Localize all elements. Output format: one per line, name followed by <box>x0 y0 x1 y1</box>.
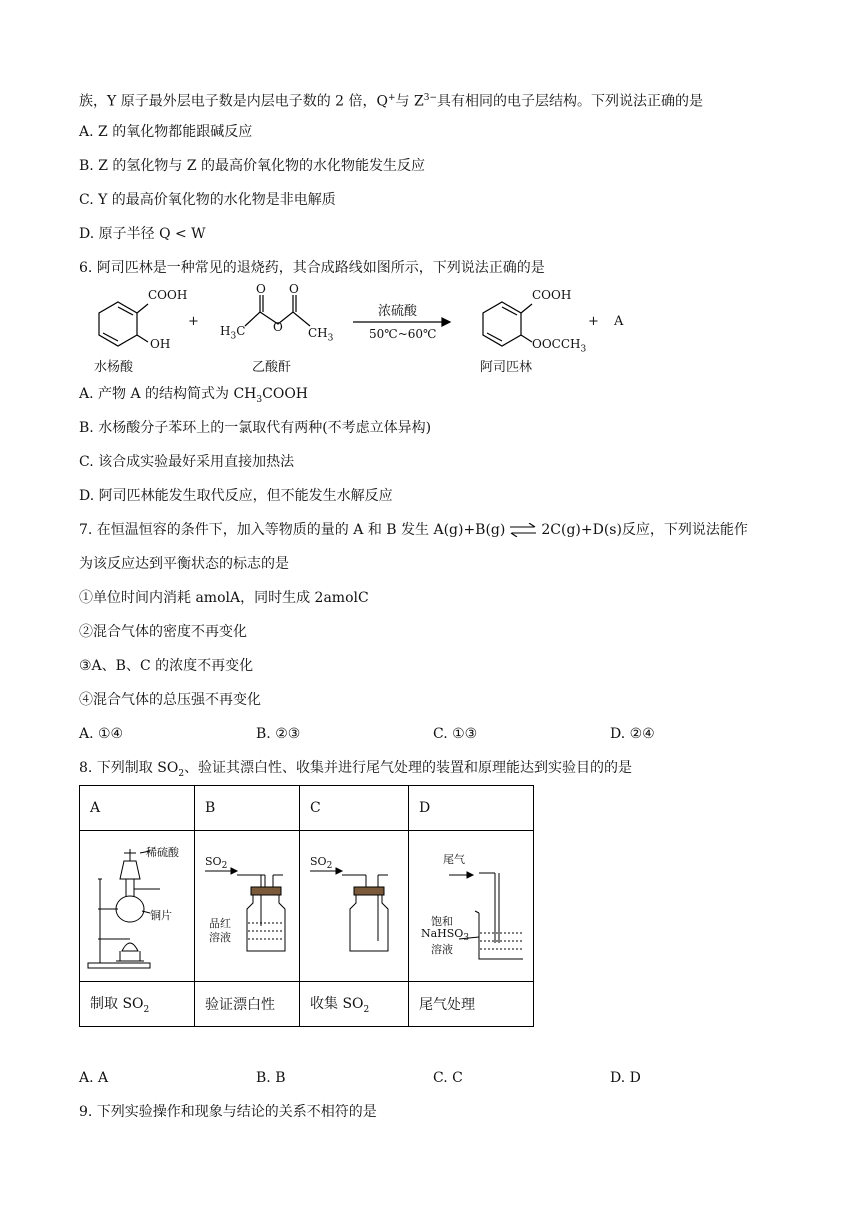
aspirin-ester: $OOCCH_3$ <box>532 337 587 355</box>
apparatus-a-cell <box>80 831 195 982</box>
q6-option-a: A. 产物 A 的结构简式为 $CH_3COOH$ <box>79 386 309 405</box>
anhydride-ch3: $CH_3$ <box>308 326 334 344</box>
salicylic-acid-label: 水杨酸 <box>94 360 134 375</box>
q8-option-b: B. B <box>256 1070 286 1086</box>
q7-statement-2: ②混合气体的密度不再变化 <box>79 624 247 640</box>
caption-b: 验证漂白性 <box>195 982 300 1027</box>
copper-label: 铜片 <box>150 909 172 922</box>
d-solution-label-3: 溶液 <box>431 943 453 956</box>
q5-stem-text-3: 具有相同的电子层结构。下列说法正确的是 <box>437 93 703 110</box>
salicylic-benzene-ring <box>99 302 137 346</box>
anhydride-carbonyl-o1: O <box>256 282 266 296</box>
anhydride-carbonyl-o2: O <box>289 282 299 296</box>
b-so2-label: $SO_2$ <box>205 855 228 872</box>
header-a: A <box>80 786 195 831</box>
acetic-anhydride-label: 乙酸酐 <box>252 360 292 375</box>
q5-stem-text-2: 与 Z <box>395 93 424 110</box>
reaction-scheme <box>70 282 770 378</box>
tail-gas-treatment-apparatus <box>409 831 523 981</box>
q6-option-c: C. 该合成实验最好采用直接加热法 <box>79 454 295 470</box>
caption-d: 尾气处理 <box>409 982 534 1027</box>
caption-a: 制取 $SO_2$ <box>80 982 195 1027</box>
q8-option-c: C. C <box>433 1070 463 1086</box>
q7-statement-1: ①单位时间内消耗 amolA，同时生成 2amolC <box>79 590 369 606</box>
q5-stem-text: 族，Y 原子最外层电子数是内层电子数的 2 倍，Q <box>79 93 388 110</box>
product-a-label: A <box>614 314 624 329</box>
plus-sign-1: + <box>188 314 199 329</box>
q7-option-a: A. ①④ <box>79 726 124 742</box>
anhydride-h3c: $H_3C$ <box>220 324 246 342</box>
q6-option-b: B. 水杨酸分子苯环上的一氯取代有两种(不考虑立体异构) <box>79 420 432 436</box>
aspirin-benzene-ring <box>483 302 521 346</box>
q6-stem: 6. 阿司匹林是一种常见的退烧药，其合成路线如图所示，下列说法正确的是 <box>79 260 545 276</box>
b-solution-label-1: 品红 <box>209 917 231 930</box>
b-solution-label-2: 溶液 <box>209 931 231 944</box>
q8-option-d: D. D <box>610 1070 641 1086</box>
header-b: B <box>195 786 300 831</box>
q7-option-b: B. ②③ <box>256 726 301 742</box>
temperature-label: 50℃~60℃ <box>369 327 437 341</box>
caption-c: 收集 $SO_2$ <box>300 982 409 1027</box>
equilibrium-arrows-icon <box>508 523 538 537</box>
salicylic-oh: OH <box>150 337 171 351</box>
q8-stem: 8. 下列制取 $SO_2$、验证其漂白性、收集并进行尾气处理的装置和原理能达到实验目的的是 <box>79 760 633 779</box>
apparatus-c-cell <box>300 831 409 982</box>
q-ion-charge: + <box>387 93 396 103</box>
q7-stem-line-2: 为该反应达到平衡状态的标志的是 <box>79 556 289 572</box>
header-d: D <box>409 786 534 831</box>
q5-option-d: D. 原子半径 Q < W <box>79 226 206 242</box>
dilute-sulfuric-acid-label: 稀硫酸 <box>146 846 179 859</box>
q7-option-c: C. ①③ <box>433 726 478 742</box>
anhydride-bridge-o: O <box>273 320 283 334</box>
salicylic-cooh: COOH <box>148 288 188 302</box>
c-so2-label: $SO_2$ <box>310 855 333 872</box>
catalyst-label: 浓硫酸 <box>378 304 418 319</box>
apparatus-d-cell <box>409 831 534 982</box>
aspirin-cooh: COOH <box>532 288 572 302</box>
q5-option-b: B. Z 的氢化物与 Z 的最高价氧化物的水化物能发生反应 <box>79 158 425 174</box>
q6-option-d: D. 阿司匹林能发生取代反应，但不能发生水解反应 <box>79 488 393 504</box>
gas-collection-apparatus <box>300 831 398 981</box>
d-tail-gas-label: 尾气 <box>443 853 465 866</box>
z-ion-charge: 3− <box>423 93 437 103</box>
aspirin-label: 阿司匹林 <box>480 360 533 375</box>
apparatus-b-cell <box>195 831 300 982</box>
plus-sign-2: + <box>588 314 599 329</box>
q9-stem: 9. 下列实验操作和现象与结论的关系不相符的是 <box>79 1104 377 1120</box>
header-c: C <box>300 786 409 831</box>
d-solution-label-1: 饱和 <box>431 915 453 928</box>
q5-option-c: C. Y 的最高价氧化物的水化物是非电解质 <box>79 192 336 208</box>
q7-statement-4: ④混合气体的总压强不再变化 <box>79 692 261 708</box>
q7-stem-line-1: 7. 在恒温恒容的条件下，加入等物质的量的 A 和 B 发生 A(g)+B(g) 2C(g)+D(s)反应，下列说法能作 <box>79 522 748 538</box>
q7-statement-3: ③A、B、C 的浓度不再变化 <box>79 658 254 674</box>
q5-stem-line <box>79 88 703 112</box>
q8-option-a: A. A <box>79 1070 109 1086</box>
q7-option-d: D. ②④ <box>610 726 655 742</box>
d-solution-label-2: NaHSO$_3$ <box>421 927 470 944</box>
apparatus-table <box>79 785 534 1027</box>
bleaching-test-apparatus <box>195 831 289 981</box>
q5-option-a: A. Z 的氧化物都能跟碱反应 <box>79 124 253 140</box>
